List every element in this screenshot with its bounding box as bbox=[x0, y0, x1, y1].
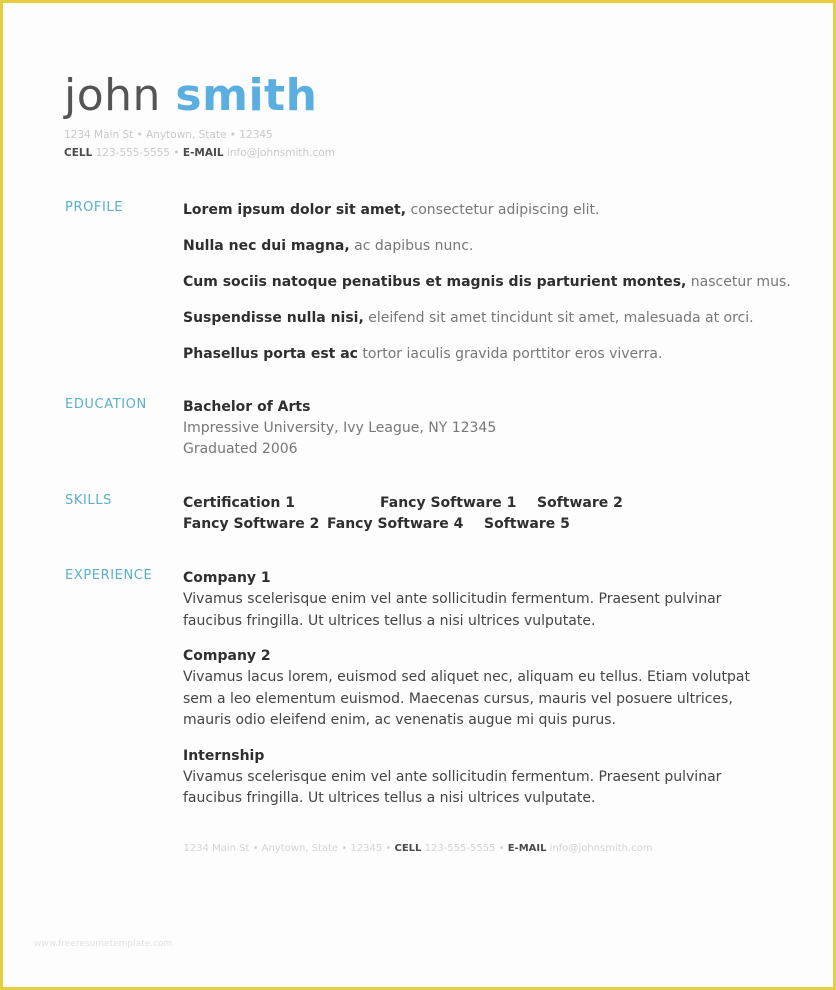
profile-item-rest: consectetur adipiscing elit. bbox=[406, 202, 600, 218]
profile-item bbox=[183, 272, 791, 292]
skill-item: Software 2 bbox=[537, 495, 623, 511]
resume-name bbox=[64, 70, 335, 122]
profile-item-lead: Suspendisse nulla nisi, bbox=[183, 310, 364, 326]
profile-item-lead: Cum sociis natoque penatibus et magnis dis parturient montes, bbox=[183, 274, 687, 290]
profile-item-rest: tortor iaculis gravida porttitor eros viverra. bbox=[357, 346, 663, 362]
contact-phone-email bbox=[64, 144, 335, 162]
contact-separator: • bbox=[173, 147, 180, 159]
footer-email-label: E-MAIL bbox=[507, 843, 547, 854]
section-label-education: EDUCATION bbox=[65, 397, 147, 412]
skill-item: Fancy Software 1 bbox=[380, 495, 517, 511]
company-name: Company 1 bbox=[183, 570, 271, 586]
footer-cell-label: CELL bbox=[394, 843, 422, 854]
skill-item: Fancy Software 4 bbox=[327, 516, 464, 532]
cell-number: 123-555-5555 bbox=[95, 147, 170, 159]
cell-label: CELL bbox=[64, 147, 93, 159]
skill-item: Fancy Software 2 bbox=[183, 516, 320, 532]
email-address: info@johnsmith.com bbox=[226, 147, 335, 159]
skills-content bbox=[183, 493, 763, 535]
graduation-year: Graduated 2006 bbox=[183, 441, 298, 457]
profile-item bbox=[183, 200, 763, 220]
skills-row bbox=[183, 493, 763, 514]
experience-content bbox=[183, 568, 753, 824]
section-label-experience: EXPERIENCE bbox=[65, 568, 153, 583]
job-description: Vivamus scelerisque enim vel ante sollicitudin fermentum. Praesent pulvinar faucibus fringilla. Ut ultrices tellus a nisi ultrices vulputate. bbox=[183, 591, 722, 629]
profile-content bbox=[183, 200, 791, 380]
school: Impressive University, Ivy League, NY 12345 bbox=[183, 420, 497, 436]
resume-header bbox=[64, 70, 335, 162]
profile-item bbox=[183, 236, 763, 256]
skill-item: Certification 1 bbox=[183, 495, 295, 511]
email-label: E-MAIL bbox=[182, 147, 224, 159]
profile-item-rest: eleifend sit amet tincidunt sit amet, malesuada at orci. bbox=[363, 310, 754, 326]
education-content bbox=[183, 397, 763, 460]
job-description: Vivamus lacus lorem, euismod sed aliquet nec, aliquam eu tellus. Etiam volutpat sem a leo elementum euismod. Maecenas cursus, mauris vel posuere ultrices, mauris odio eleifend enim, ac venenatis augue mi quis purus. bbox=[183, 669, 750, 728]
watermark: www.freeresumetemplate.com bbox=[34, 939, 173, 949]
profile-item-rest: nascetur mus. bbox=[686, 274, 791, 290]
job-description: Vivamus scelerisque enim vel ante sollicitudin fermentum. Praesent pulvinar faucibus fringilla. Ut ultrices tellus a nisi ultrices vulputate. bbox=[183, 768, 722, 806]
first-name: john bbox=[64, 70, 161, 121]
footer-separator: • bbox=[385, 843, 392, 854]
footer-address: 1234 Main St • Anytown, State • 12345 bbox=[183, 843, 383, 854]
company-name: Company 2 bbox=[183, 648, 271, 664]
last-name: smith bbox=[175, 70, 318, 121]
job-entry bbox=[183, 646, 753, 732]
profile-item bbox=[183, 308, 763, 328]
footer-cell-number: 123-555-5555 bbox=[424, 843, 496, 854]
resume-footer bbox=[0, 843, 836, 854]
degree: Bachelor of Arts bbox=[183, 399, 311, 415]
contact-address: 1234 Main St • Anytown, State • 12345 bbox=[64, 129, 273, 141]
job-entry bbox=[183, 746, 753, 810]
job-entry bbox=[183, 568, 753, 632]
profile-item bbox=[183, 344, 763, 364]
skill-item: Software 5 bbox=[484, 516, 570, 532]
profile-item-lead: Nulla nec dui magna, bbox=[183, 238, 350, 254]
skills-row bbox=[183, 514, 763, 535]
footer-email-address: info@johnsmith.com bbox=[549, 843, 653, 854]
profile-item-rest: ac dapibus nunc. bbox=[349, 238, 474, 254]
profile-item-lead: Phasellus porta est ac bbox=[183, 346, 358, 362]
footer-separator: • bbox=[498, 843, 505, 854]
company-name: Internship bbox=[183, 747, 265, 764]
section-label-skills: SKILLS bbox=[65, 493, 112, 508]
section-label-profile: PROFILE bbox=[65, 200, 124, 215]
profile-item-lead: Lorem ipsum dolor sit amet, bbox=[183, 202, 407, 218]
